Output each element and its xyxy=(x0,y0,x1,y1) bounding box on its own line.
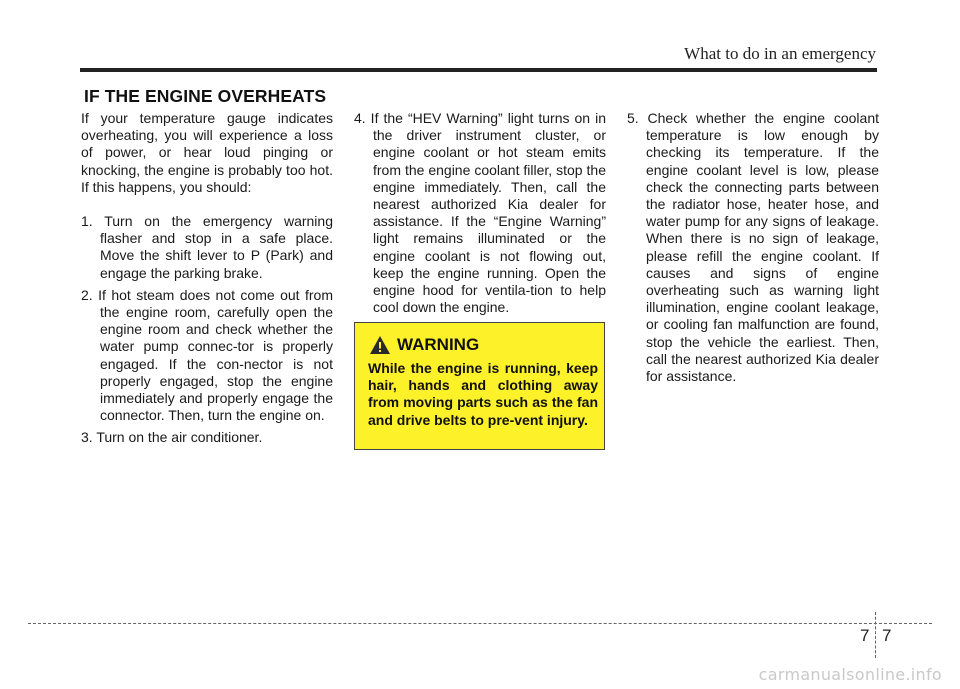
warning-header xyxy=(369,335,479,355)
page-number: 7 xyxy=(882,626,892,645)
warning-triangle-icon xyxy=(369,335,391,355)
step-item: 2. If hot steam does not come out from the engine room, carefully open the engine room and check whether the water pump connec-tor is properly engaged. If the con-nector is not properly engaged, stop the engine immediately and properly engage the connector. Then, turn the engine on. xyxy=(81,286,333,424)
chapter-number: 7 xyxy=(860,626,870,645)
header-rule xyxy=(80,68,877,72)
column-left xyxy=(81,110,333,452)
step-item: 5. Check whether the engine coolant temperature is low enough by checking its temperature. If the engine coolant level is low, please check the connecting parts between the radiator hose, heater hose, and water pump for any signs of leakage. When there is no sign of leakage, please refill the engine coolant. If causes and signs of engine overheating such as warning light illumination, engine coolant leakage, or cooling fan malfunction are found, stop the vehicle the earliest. Then, call the nearest authorized Kia dealer for assistance. xyxy=(627,110,879,385)
warning-title: WARNING xyxy=(397,335,480,354)
step-item: 1. Turn on the emergency warning flasher and stop in a safe place. Move the shift lever to P (Park) and engage the parking brake. xyxy=(81,213,333,281)
column-middle xyxy=(354,110,606,321)
warning-box xyxy=(354,322,605,450)
column-right xyxy=(627,110,879,390)
watermark: carmanualsonline.info xyxy=(758,665,942,684)
step-item: 3. Turn on the air conditioner. xyxy=(81,429,263,446)
chapter-title: What to do in an emergency xyxy=(684,44,876,63)
page-divider xyxy=(875,612,876,658)
warning-text: While the engine is running, keep hair, hands and clothing away from moving parts such as the fan and drive belts to pre-vent injury. xyxy=(368,360,598,428)
section-heading: IF THE ENGINE OVERHEATS xyxy=(84,86,327,106)
intro-paragraph: If your temperature gauge indicates overheating, you will experience a loss of power, or hear loud pinging or knocking, the engine is probably too hot. If this happens, you should: xyxy=(81,110,333,195)
step-item: 4. If the “HEV Warning” light turns on in the driver instrument cluster, or engine coolant or hot steam emits from the engine coolant filler, stop the engine immediately. Then, call the nearest authorized Kia dealer for assistance. If the “Engine Warning” light remains illuminated or the engine coolant is not flowing out, keep the engine running. Open the engine hood for ventila-tion to help cool down the engine. xyxy=(354,110,606,316)
footer-rule xyxy=(28,623,932,624)
